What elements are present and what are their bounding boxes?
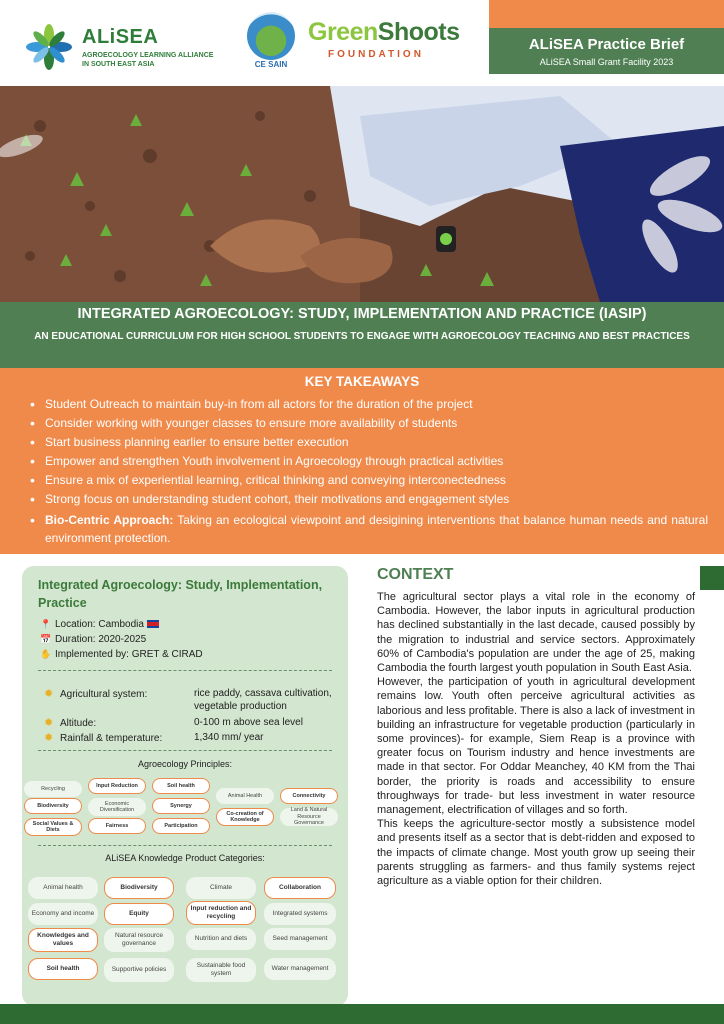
duration-row — [40, 634, 340, 645]
principle-pill: Fairness — [88, 818, 146, 834]
principle-pill: Connectivity — [280, 788, 338, 804]
greenshoots-name — [308, 18, 459, 47]
principle-pill: Synergy — [152, 798, 210, 814]
header — [0, 0, 724, 86]
category-pill: Soil health — [28, 958, 98, 980]
sun-icon: ✹ — [44, 732, 54, 744]
spec-row-agricultural-system — [44, 687, 344, 712]
context-accent-square — [700, 566, 724, 590]
category-pill: Economy and income — [28, 903, 98, 925]
context-body — [377, 590, 695, 888]
context-heading: CONTEXT — [377, 566, 454, 583]
alisea-tagline-line2: IN SOUTH EAST ASIA — [82, 61, 155, 68]
brief-accent — [489, 0, 724, 28]
takeaway-item: • Ensure a mix of experiential learning, critical thinking and conveying interconectedness — [30, 471, 708, 490]
spec-row-altitude — [44, 716, 344, 729]
hero-photo — [0, 86, 724, 302]
category-pill: Nutrition and diets — [186, 928, 256, 950]
key-takeaways-heading: KEY TAKEAWAYS — [304, 374, 420, 389]
spec-value: 1,340 mm/ year — [194, 732, 264, 743]
location-text: Location: Cambodia — [55, 619, 144, 630]
students-planting-illustration — [0, 86, 724, 302]
category-pill: Sustainable food system — [186, 958, 256, 982]
implemented-row — [40, 649, 340, 660]
takeaway-item: • Student Outreach to maintain buy-in from all actors for the duration of the project — [30, 395, 708, 414]
greenshoots-foundation: FOUNDATION — [328, 49, 424, 60]
category-pill: Natural resource governance — [104, 928, 174, 952]
category-pill: Integrated systems — [264, 903, 336, 925]
practice-brief-box — [489, 28, 724, 74]
principle-pill: Soil health — [152, 778, 210, 794]
location-pin-icon: 📍 — [40, 619, 52, 629]
panel-title: Integrated Agroecology: Study, Implementation, Practice — [38, 578, 323, 610]
title-band — [0, 302, 724, 368]
takeaway-item-biocentric — [30, 511, 708, 547]
project-summary-panel — [22, 566, 348, 1006]
alisea-leaf-icon — [24, 22, 74, 72]
takeaway-biocentric-text: Taking an ecological viewpoint and desigining interventions that balance human needs and natural environment protection. — [45, 513, 709, 545]
alisea-tagline-line1: AGROECOLOGY LEARNING ALLIANCE — [82, 52, 214, 59]
brief-subtitle: ALiSEA Small Grant Facility 2023 — [539, 57, 674, 67]
principle-pill: Economic Diversification — [88, 798, 146, 816]
cesain-name: CE SAIN — [254, 60, 288, 69]
category-pill: Supportive policies — [104, 958, 174, 982]
category-pill: Animal health — [28, 877, 98, 899]
alisea-tagline — [82, 51, 242, 69]
principle-pill: Biodiversity — [24, 798, 82, 814]
principle-pill: Animal Health — [216, 788, 274, 804]
takeaway-item: • Consider working with younger classes to ensure more availability of students — [30, 414, 708, 433]
panel-divider — [38, 670, 332, 671]
duration-text: Duration: 2020-2025 — [55, 634, 147, 645]
greenshoots-logo — [308, 18, 478, 66]
document-title: INTEGRATED AGROECOLOGY: STUDY, IMPLEMENTATION AND PRACTICE (IASIP) — [77, 306, 647, 322]
key-takeaways-list — [30, 395, 708, 509]
greenshoots-name-dark: Shoots — [377, 18, 460, 46]
location-row — [40, 619, 340, 630]
category-pill: Knowledges and values — [28, 928, 98, 952]
spec-label: Agricultural system: — [60, 689, 148, 700]
category-pill: Seed management — [264, 928, 336, 950]
spec-value: rice paddy, cassava cultivation, vegetable production — [194, 688, 332, 712]
implemented-text: Implemented by: GRET & CIRAD — [55, 649, 203, 660]
context-paragraph: However, the participation of youth in agricultural development remains low. Youth often perceive agricultural activities as laborious and less profitable. There is also a lack of investment in building an infrastructure for vegetable production (particularly in some provinces)- for example, Siem Reap is a province with greater focus on Tourism industry and hence investments are made in that sector. For Oddar Meanchey, 40 KM from the Thai border, the priority is roads and accessibility to ensure throughways for trade- but less investment in water resource management, electrification of villages and so forth. — [377, 676, 695, 817]
principle-pill: Social Values & Diets — [24, 818, 82, 836]
calendar-icon: 📅 — [40, 634, 52, 644]
principle-pill: Input Reduction — [88, 778, 146, 794]
greenshoots-name-green: Green — [308, 18, 378, 46]
document-subtitle: AN EDUCATIONAL CURRICULUM FOR HIGH SCHOOL STUDENTS TO ENGAGE WITH AGROECOLOGY TEACHING AND BEST PRACTICES — [34, 331, 690, 342]
spec-label: Altitude: — [60, 718, 97, 729]
context-paragraph: The agricultural sector plays a vital role in the economy of Cambodia. However, the labor inputs in agricultural production has declined substantially in the last decade, caused possibly by the migration to industrial and service sectors. Approximately 60% of Cambodia's population are under the age of 25, making Cambodia the fourth largest youth population in South East Asia. — [377, 591, 695, 675]
brief-title: ALiSEA Practice Brief — [528, 36, 685, 53]
category-pill: Biodiversity — [104, 877, 174, 899]
principle-pill: Participation — [152, 818, 210, 834]
principle-pill: Recycling — [24, 781, 82, 797]
footer-bar — [0, 1004, 724, 1024]
takeaway-biocentric-label: Bio-Centric Approach: — [45, 513, 174, 527]
principle-pill: Co-creation of Knowledge — [216, 808, 274, 826]
handshake-icon: ✋ — [40, 649, 52, 659]
category-pill: Equity — [104, 903, 174, 925]
panel-divider — [38, 750, 332, 751]
category-pill: Collaboration — [264, 877, 336, 899]
cesain-logo — [244, 12, 298, 74]
principle-pill: Land & Natural Resource Governance — [280, 808, 338, 826]
principles-heading: Agroecology Principles: — [137, 759, 233, 769]
spec-value: 0-100 m above sea level — [194, 717, 303, 728]
spec-row-rainfall — [44, 731, 344, 744]
cesain-globe-icon — [247, 12, 295, 60]
categories-heading: ALiSEA Knowledge Product Categories: — [105, 853, 265, 863]
takeaway-item: • Strong focus on understanding student cohort, their motivations and engagement styles — [30, 490, 708, 509]
context-paragraph: This keeps the agriculture-sector mostly a subsistence model and presents itself as a sector that is debt-ridden and exposed to the impacts of climate change. Most youth grow up seeing their parents struggling as farmers- and thus family systems reject agriculture as a viable option for their children. — [377, 818, 695, 888]
spec-label: Rainfall & temperature: — [60, 733, 163, 744]
cambodia-flag-icon — [147, 620, 159, 628]
panel-divider — [38, 845, 332, 846]
sun-icon: ✹ — [44, 688, 54, 700]
category-pill: Water management — [264, 958, 336, 980]
alisea-logo — [24, 22, 224, 72]
sun-icon: ✹ — [44, 717, 54, 729]
category-pill: Climate — [186, 877, 256, 899]
key-takeaways — [0, 368, 724, 554]
category-pill: Input reduction and recycling — [186, 901, 256, 925]
takeaway-item: • Empower and strengthen Youth involvement in Agroecology through practical activities — [30, 452, 708, 471]
takeaway-item: • Start business planning earlier to ensure better execution — [30, 433, 708, 452]
alisea-name: ALiSEA — [82, 26, 159, 48]
